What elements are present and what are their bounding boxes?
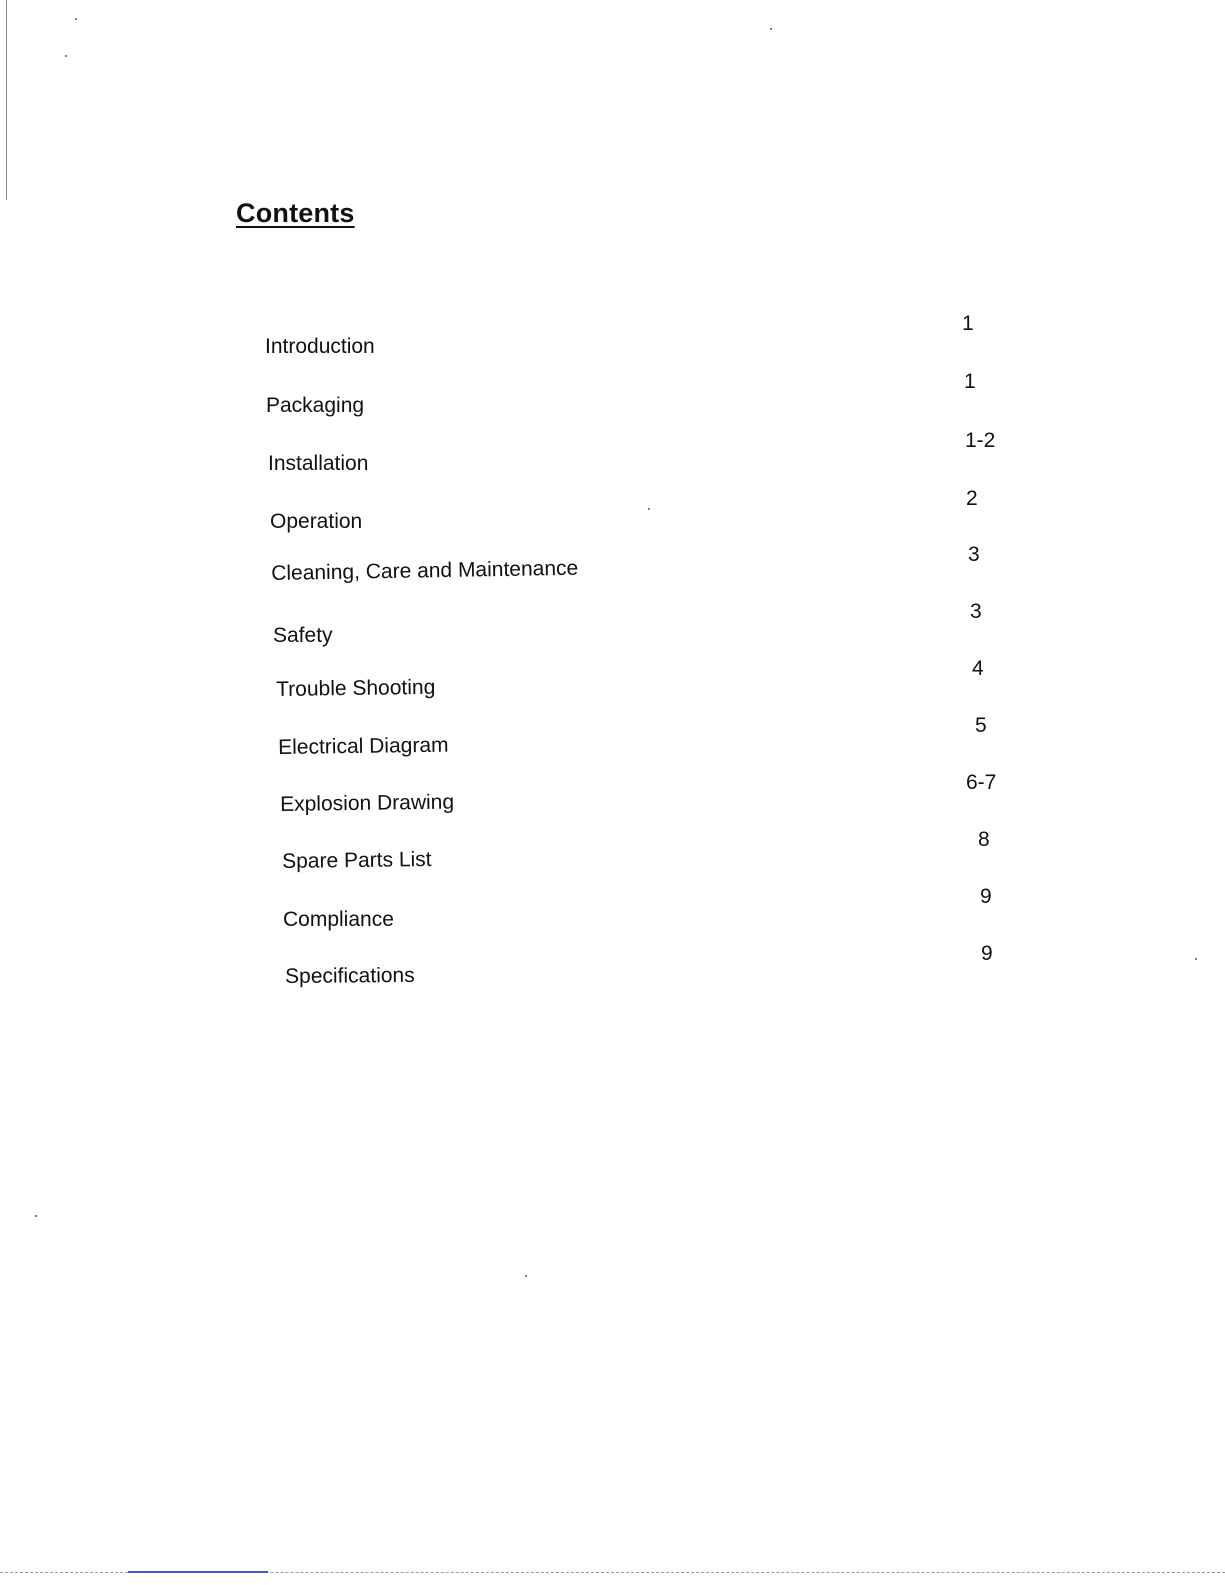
scan-speck	[1195, 958, 1197, 960]
toc-page-electrical-diagram: 5	[975, 714, 987, 737]
scan-speck	[65, 55, 67, 57]
scan-speck	[75, 18, 77, 20]
toc-entry-compliance: Compliance	[283, 908, 394, 931]
toc-page-compliance: 9	[980, 885, 992, 908]
scan-bottom-highlight	[128, 1571, 268, 1573]
toc-entry-safety: Safety	[273, 624, 333, 647]
toc-entry-installation: Installation	[268, 452, 369, 475]
toc-entry-specifications: Specifications	[285, 963, 415, 988]
scan-speck	[525, 1275, 527, 1277]
toc-entry-packaging: Packaging	[266, 394, 365, 417]
toc-entry-spare-parts-list: Spare Parts List	[282, 847, 432, 873]
toc-page-spare-parts-list: 8	[978, 828, 990, 851]
scan-edge-line	[6, 0, 7, 200]
toc-entry-introduction: Introduction	[265, 335, 375, 358]
toc-page-safety: 3	[970, 600, 982, 623]
toc-page-trouble-shooting: 4	[972, 657, 984, 680]
scan-speck	[648, 508, 650, 510]
scan-speck	[35, 1215, 37, 1217]
scan-speck	[770, 28, 772, 30]
contents-title: Contents	[236, 198, 355, 228]
toc-page-cleaning-care-maintenance: 3	[968, 543, 980, 566]
toc-page-installation: 1-2	[965, 429, 996, 452]
toc-page-packaging: 1	[964, 370, 976, 393]
toc-entry-operation: Operation	[270, 510, 363, 533]
toc-entry-electrical-diagram: Electrical Diagram	[278, 733, 449, 759]
toc-page-explosion-drawing: 6-7	[966, 771, 997, 794]
toc-page-operation: 2	[966, 487, 978, 510]
toc-entry-cleaning-care-maintenance: Cleaning, Care and Maintenance	[271, 556, 579, 585]
toc-page-specifications: 9	[981, 942, 993, 965]
toc-page-introduction: 1	[962, 312, 974, 335]
toc-entry-explosion-drawing: Explosion Drawing	[280, 790, 455, 816]
toc-entry-trouble-shooting: Trouble Shooting	[276, 675, 436, 701]
